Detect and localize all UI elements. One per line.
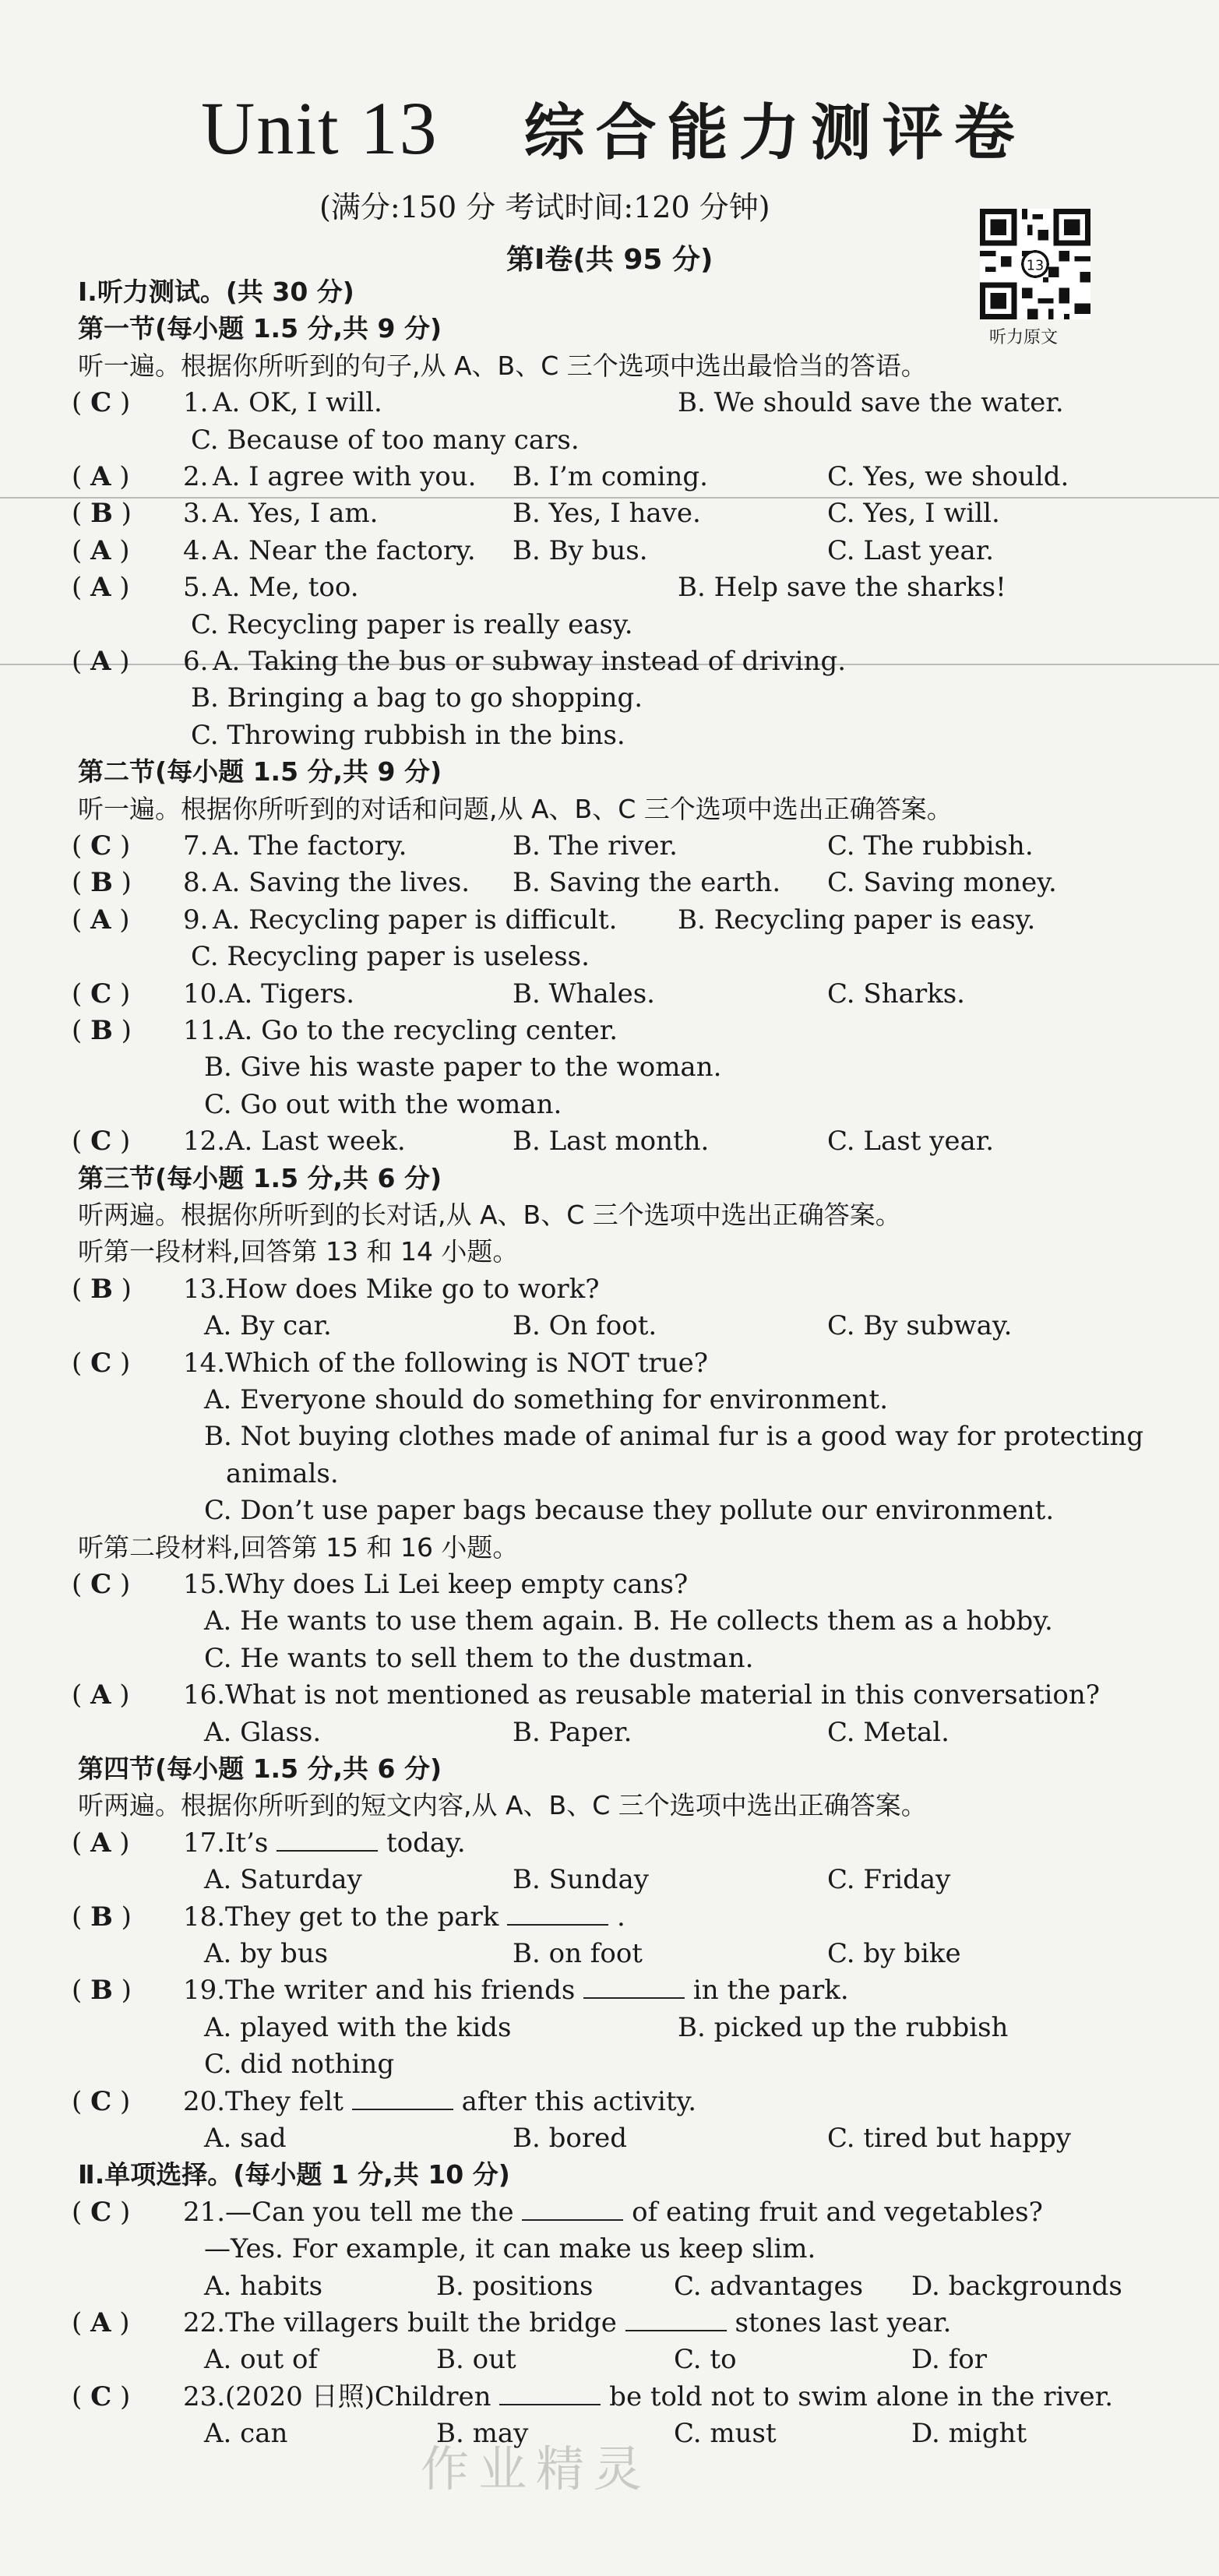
option-b: B. picked up the rubbish bbox=[678, 2011, 1009, 2043]
answer-letter: C bbox=[90, 830, 112, 862]
answer-letter: C bbox=[90, 2196, 112, 2228]
stem-after-blank: of eating fruit and vegetables? bbox=[623, 2196, 1043, 2228]
answer-blank[interactable] bbox=[352, 2084, 453, 2110]
option-line bbox=[0, 2046, 1219, 2082]
option-line bbox=[0, 1492, 1219, 1528]
question-row bbox=[0, 1972, 1219, 2008]
instruction-text: 听两遍。根据你所听到的短文内容,从 A、B、C 三个选项中选出正确答案。 bbox=[78, 1790, 927, 1821]
section-heading bbox=[0, 1161, 1219, 1196]
section-heading bbox=[0, 754, 1219, 790]
question-number: 5. bbox=[183, 572, 209, 604]
question-row bbox=[0, 1566, 1219, 1602]
option-text: B. Bringing a bag to go shopping. bbox=[191, 682, 643, 714]
answer-letter: C bbox=[90, 2085, 112, 2117]
question-row bbox=[0, 2084, 1219, 2120]
option-b: B. Recycling paper is easy. bbox=[678, 904, 1036, 936]
title-unit: Unit 13 bbox=[201, 86, 439, 170]
question-number: 10. bbox=[183, 978, 226, 1010]
stem-after-blank: stones last year. bbox=[726, 2307, 952, 2338]
answer-letter: A bbox=[90, 1827, 111, 1859]
question-text: A. Taking the bus or subway instead of driving. bbox=[213, 646, 847, 677]
answer-bracket: ( C ) bbox=[72, 1347, 131, 1379]
option-c: C. Last year. bbox=[827, 1126, 995, 1158]
answer-letter: A bbox=[90, 1679, 111, 1711]
option-b: B. out bbox=[436, 2344, 516, 2376]
page-title bbox=[201, 84, 1026, 171]
instruction bbox=[0, 1788, 1219, 1824]
option-line bbox=[0, 1418, 1219, 1454]
option-c: C. Yes, we should. bbox=[827, 461, 1069, 492]
instruction-text: 听一遍。根据你所听到的句子,从 A、B、C 三个选项中选出最恰当的答语。 bbox=[78, 350, 927, 381]
question-row bbox=[0, 976, 1219, 1012]
question-text: A. Recycling paper is difficult. bbox=[213, 904, 618, 936]
answer-letter: C bbox=[90, 2380, 112, 2412]
answer-letter: A bbox=[90, 2307, 111, 2338]
question-number: 19. bbox=[183, 1975, 226, 2007]
answer-bracket: ( B ) bbox=[72, 498, 132, 530]
option-line bbox=[0, 422, 1219, 458]
question-number: 3. bbox=[183, 498, 209, 530]
section-heading-text: 第一节(每小题 1.5 分,共 9 分) bbox=[78, 313, 442, 344]
answer-bracket: ( A ) bbox=[72, 2307, 130, 2338]
answer-bracket: ( C ) bbox=[72, 1569, 131, 1600]
stem-after-blank: after this activity. bbox=[453, 2085, 697, 2117]
option-line bbox=[0, 1308, 1219, 1344]
question-number: 7. bbox=[183, 830, 209, 862]
option-line bbox=[0, 1862, 1219, 1898]
question-row bbox=[0, 1013, 1219, 1048]
option-b: B. bored bbox=[513, 2123, 627, 2154]
option-c: C. to bbox=[674, 2344, 737, 2376]
option-line bbox=[0, 2268, 1219, 2304]
question-row bbox=[0, 2305, 1219, 2341]
question-number: 17. bbox=[183, 1827, 226, 1859]
option-a: A. out of bbox=[204, 2344, 319, 2376]
option-b: B. The river. bbox=[513, 830, 678, 862]
option-line bbox=[0, 2231, 1219, 2267]
question-number: 20. bbox=[183, 2085, 226, 2117]
answer-bracket: ( A ) bbox=[72, 572, 130, 604]
answer-bracket: ( C ) bbox=[72, 1126, 131, 1158]
question-number: 4. bbox=[183, 534, 209, 566]
answer-bracket: ( C ) bbox=[72, 2085, 131, 2117]
question-number: 15. bbox=[183, 1569, 226, 1600]
question-row bbox=[0, 1123, 1219, 1159]
question-stem bbox=[225, 1825, 466, 1861]
option-line bbox=[0, 717, 1219, 753]
answer-letter: C bbox=[90, 1569, 112, 1600]
answer-bracket: ( B ) bbox=[72, 1901, 132, 1933]
option-line bbox=[0, 2010, 1219, 2046]
option-line bbox=[0, 1456, 1219, 1492]
question-row bbox=[0, 1899, 1219, 1935]
question-stem bbox=[225, 2379, 1113, 2415]
option-text: B. Give his waste paper to the woman. bbox=[204, 1052, 722, 1084]
answer-blank[interactable] bbox=[583, 1972, 685, 1999]
question-number: 23. bbox=[183, 2380, 226, 2412]
instruction bbox=[0, 1234, 1219, 1270]
question-number: 16. bbox=[183, 1679, 226, 1711]
option-b: B. Paper. bbox=[513, 1716, 632, 1748]
answer-letter: C bbox=[90, 1347, 112, 1379]
section-heading-text: Ⅱ.单项选择。(每小题 1 分,共 10 分) bbox=[78, 2159, 510, 2190]
option-a: A. habits bbox=[204, 2270, 323, 2302]
option-c: C. advantages bbox=[674, 2270, 864, 2302]
answer-letter: B bbox=[90, 1015, 113, 1046]
stem-before-blank: —Can you tell me the bbox=[225, 2196, 523, 2228]
option-text: C. Recycling paper is really easy. bbox=[191, 608, 633, 640]
stem-before-blank: It’s bbox=[225, 1827, 277, 1859]
stem-after-blank: be told not to swim alone in the river. bbox=[601, 2380, 1113, 2412]
option-b: B. positions bbox=[436, 2270, 594, 2302]
answer-letter: A bbox=[90, 461, 111, 492]
question-number: 14. bbox=[183, 1347, 226, 1379]
question-text: A. Me, too. bbox=[213, 572, 359, 604]
option-b: B. Sunday bbox=[513, 1864, 649, 1896]
section-heading-text: 第三节(每小题 1.5 分,共 6 分) bbox=[78, 1162, 442, 1193]
question-number: 12. bbox=[183, 1126, 226, 1158]
answer-letter: B bbox=[90, 1975, 113, 2007]
instruction bbox=[0, 791, 1219, 827]
option-d: D. backgrounds bbox=[911, 2270, 1122, 2302]
answer-bracket: ( A ) bbox=[72, 646, 130, 677]
answer-bracket: ( C ) bbox=[72, 2380, 131, 2412]
question-row bbox=[0, 1677, 1219, 1713]
option-c: C. By subway. bbox=[827, 1310, 1013, 1342]
answer-bracket: ( B ) bbox=[72, 1273, 132, 1305]
answer-bracket: ( C ) bbox=[72, 387, 131, 419]
option-line bbox=[0, 1936, 1219, 1972]
answer-blank[interactable] bbox=[277, 1825, 378, 1852]
question-row bbox=[0, 2194, 1219, 2230]
stem-after-blank: in the park. bbox=[685, 1975, 849, 2007]
question-stem bbox=[225, 2305, 951, 2341]
option-line bbox=[0, 680, 1219, 716]
section-heading-text: 第四节(每小题 1.5 分,共 6 分) bbox=[78, 1753, 442, 1784]
option-d: D. for bbox=[911, 2344, 987, 2376]
option-c: C. Metal. bbox=[827, 1716, 949, 1748]
section-heading bbox=[0, 1751, 1219, 1787]
question-row bbox=[0, 643, 1219, 679]
option-a: A. can bbox=[204, 2418, 288, 2450]
option-b: B. Yes, I have. bbox=[513, 498, 701, 530]
instruction-text: 听两遍。根据你所听到的长对话,从 A、B、C 三个选项中选出正确答案。 bbox=[78, 1200, 901, 1230]
question-row bbox=[0, 865, 1219, 900]
option-text: A. Everyone should do something for environment. bbox=[204, 1384, 889, 1415]
answer-bracket: ( A ) bbox=[72, 1679, 130, 1711]
question-text: Why does Li Lei keep empty cans? bbox=[225, 1569, 689, 1600]
option-c: C. Friday bbox=[827, 1864, 951, 1896]
option-c: C. Last year. bbox=[827, 534, 995, 566]
answer-bracket: ( C ) bbox=[72, 2196, 131, 2228]
answer-letter: B bbox=[90, 1901, 113, 1933]
question-number: 2. bbox=[183, 461, 209, 492]
option-c: C. Sharks. bbox=[827, 978, 965, 1010]
answer-bracket: ( A ) bbox=[72, 904, 130, 936]
option-line bbox=[0, 1087, 1219, 1122]
answer-bracket: ( A ) bbox=[72, 534, 130, 566]
instruction bbox=[0, 1197, 1219, 1233]
option-b: B. may bbox=[436, 2418, 529, 2450]
option-text: C. Don’t use paper bags because they pollute our environment. bbox=[204, 1495, 1055, 1527]
option-a: A. played with the kids bbox=[204, 2011, 512, 2043]
stem-before-blank: They get to the park bbox=[225, 1901, 508, 1933]
option-text: C. did nothing bbox=[204, 2049, 395, 2081]
option-line bbox=[0, 1049, 1219, 1085]
question-row bbox=[0, 569, 1219, 605]
question-number: 6. bbox=[183, 646, 209, 677]
question-row bbox=[0, 1271, 1219, 1307]
question-text: A. Yes, I am. bbox=[213, 498, 379, 530]
option-text: animals. bbox=[226, 1457, 339, 1489]
option-c: C. Saving money. bbox=[827, 867, 1057, 899]
option-d: D. might bbox=[911, 2418, 1027, 2450]
question-row bbox=[0, 1345, 1219, 1381]
option-line bbox=[0, 1714, 1219, 1750]
answer-bracket: ( C ) bbox=[72, 830, 131, 862]
question-number: 18. bbox=[183, 1901, 226, 1933]
section-heading-text: 第二节(每小题 1.5 分,共 9 分) bbox=[78, 756, 442, 788]
section-heading-text: Ⅰ.听力测试。(共 30 分) bbox=[78, 277, 354, 307]
title-chinese: 综合能力测评卷 bbox=[523, 98, 1026, 168]
question-row bbox=[0, 828, 1219, 864]
option-a: A. By car. bbox=[204, 1310, 332, 1342]
stem-after-blank: . bbox=[608, 1901, 625, 1933]
option-b: B. Saving the earth. bbox=[513, 867, 781, 899]
option-a: A. Saturday bbox=[204, 1864, 362, 1896]
question-text: What is not mentioned as reusable material in this conversation? bbox=[225, 1679, 1100, 1711]
option-text: C. He wants to sell them to the dustman. bbox=[204, 1642, 754, 1674]
option-a: A. sad bbox=[204, 2123, 287, 2154]
stem-before-blank: The villagers built the bridge bbox=[225, 2307, 625, 2338]
question-stem bbox=[225, 2194, 1043, 2230]
question-text: A. Last week. bbox=[225, 1126, 406, 1158]
question-number: 8. bbox=[183, 867, 209, 899]
instruction-text: 听一遍。根据你所听到的对话和问题,从 A、B、C 三个选项中选出正确答案。 bbox=[78, 793, 953, 824]
answer-bracket: ( A ) bbox=[72, 461, 130, 492]
option-text: C. Go out with the woman. bbox=[204, 1088, 562, 1120]
answer-letter: B bbox=[90, 498, 113, 530]
option-b: B. On foot. bbox=[513, 1310, 657, 1342]
stem-before-blank: They felt bbox=[225, 2085, 352, 2117]
watermark: 作业精灵 bbox=[421, 2440, 652, 2497]
option-line bbox=[0, 607, 1219, 643]
question-text: A. OK, I will. bbox=[213, 387, 382, 419]
instruction-text: 听第二段材料,回答第 15 和 16 小题。 bbox=[78, 1531, 519, 1563]
option-b: B. I’m coming. bbox=[513, 461, 708, 492]
option-a: A. Glass. bbox=[204, 1716, 322, 1748]
qr-caption: 听力原文 bbox=[989, 328, 1059, 347]
question-number: 11. bbox=[183, 1015, 226, 1046]
part-label: 第Ⅰ卷(共 95 分) bbox=[506, 244, 713, 276]
section-heading bbox=[0, 2157, 1219, 2193]
question-number: 22. bbox=[183, 2307, 226, 2338]
option-line bbox=[0, 1382, 1219, 1418]
exam-info: (满分:150 分 考试时间:120 分钟) bbox=[319, 190, 770, 224]
question-number: 13. bbox=[183, 1273, 226, 1305]
answer-bracket: ( B ) bbox=[72, 867, 132, 899]
option-line bbox=[0, 2342, 1219, 2377]
answer-letter: A bbox=[90, 904, 111, 936]
option-line bbox=[0, 1640, 1219, 1676]
instruction-text: 听第一段材料,回答第 13 和 14 小题。 bbox=[78, 1236, 519, 1267]
question-text: A. Saving the lives. bbox=[213, 867, 470, 899]
option-b: B. By bus. bbox=[513, 534, 648, 566]
question-text: Which of the following is NOT true? bbox=[225, 1347, 708, 1379]
svg-text:13: 13 bbox=[1026, 258, 1045, 274]
answer-letter: B bbox=[90, 867, 113, 899]
option-text: —Yes. For example, it can make us keep slim. bbox=[204, 2233, 816, 2265]
option-b: B. Whales. bbox=[513, 978, 655, 1010]
answer-letter: A bbox=[90, 646, 111, 677]
option-b: B. We should save the water. bbox=[678, 387, 1064, 419]
option-c: C. tired but happy bbox=[827, 2123, 1071, 2154]
answer-bracket: ( C ) bbox=[72, 978, 131, 1010]
question-row bbox=[0, 902, 1219, 938]
question-text: A. I agree with you. bbox=[213, 461, 477, 492]
question-row bbox=[0, 2379, 1219, 2415]
answer-letter: C bbox=[90, 978, 112, 1010]
answer-bracket: ( B ) bbox=[72, 1015, 132, 1046]
option-b: B. on foot bbox=[513, 1938, 643, 1969]
question-number: 21. bbox=[183, 2196, 226, 2228]
question-text: A. The factory. bbox=[213, 830, 407, 862]
section-heading bbox=[0, 274, 1219, 310]
option-text: C. Recycling paper is useless. bbox=[191, 941, 590, 973]
question-number: 9. bbox=[183, 904, 209, 936]
question-text: How does Mike go to work? bbox=[225, 1273, 600, 1305]
question-row bbox=[0, 533, 1219, 569]
instruction bbox=[0, 1530, 1219, 1566]
answer-letter: C bbox=[90, 1126, 112, 1158]
question-row bbox=[0, 459, 1219, 495]
question-stem bbox=[225, 1899, 625, 1935]
question-text: A. Tigers. bbox=[225, 978, 355, 1010]
option-a: A. by bus bbox=[204, 1938, 329, 1969]
question-row bbox=[0, 385, 1219, 421]
option-text: C. Throwing rubbish in the bins. bbox=[191, 719, 625, 751]
answer-blank[interactable] bbox=[507, 1899, 608, 1926]
answer-bracket: ( B ) bbox=[72, 1975, 132, 2007]
answer-blank[interactable] bbox=[625, 2305, 727, 2331]
stem-before-blank: (2020 日照)Children bbox=[225, 2380, 500, 2412]
option-b: B. Help save the sharks! bbox=[678, 572, 1006, 604]
question-text: A. Go to the recycling center. bbox=[225, 1015, 618, 1046]
option-b: B. Last month. bbox=[513, 1126, 710, 1158]
answer-blank[interactable] bbox=[499, 2379, 601, 2405]
option-line bbox=[0, 2120, 1219, 2156]
answer-blank[interactable] bbox=[522, 2194, 623, 2221]
option-line bbox=[0, 1603, 1219, 1639]
answer-letter: A bbox=[90, 572, 111, 604]
stem-after-blank: today. bbox=[378, 1827, 466, 1859]
section-heading bbox=[0, 311, 1219, 347]
option-text: B. Not buying clothes made of animal fur is a good way for protecting bbox=[204, 1421, 1144, 1453]
option-c: C. Yes, I will. bbox=[827, 498, 1000, 530]
question-stem bbox=[225, 1972, 849, 2008]
option-c: C. must bbox=[674, 2418, 777, 2450]
answer-letter: B bbox=[90, 1273, 113, 1305]
answer-letter: C bbox=[90, 387, 112, 419]
instruction bbox=[0, 348, 1219, 384]
answer-bracket: ( A ) bbox=[72, 1827, 130, 1859]
option-text: A. He wants to use them again. B. He collects them as a hobby. bbox=[204, 1605, 1053, 1637]
answer-letter: A bbox=[90, 534, 111, 566]
question-number: 1. bbox=[183, 387, 209, 419]
question-row bbox=[0, 1825, 1219, 1861]
question-row bbox=[0, 495, 1219, 531]
option-text: C. Because of too many cars. bbox=[191, 424, 580, 456]
option-c: C. The rubbish. bbox=[827, 830, 1034, 862]
option-c: C. by bike bbox=[827, 1938, 961, 1969]
question-text: A. Near the factory. bbox=[213, 534, 476, 566]
question-stem bbox=[225, 2084, 696, 2120]
option-line bbox=[0, 939, 1219, 974]
stem-before-blank: The writer and his friends bbox=[225, 1975, 584, 2007]
